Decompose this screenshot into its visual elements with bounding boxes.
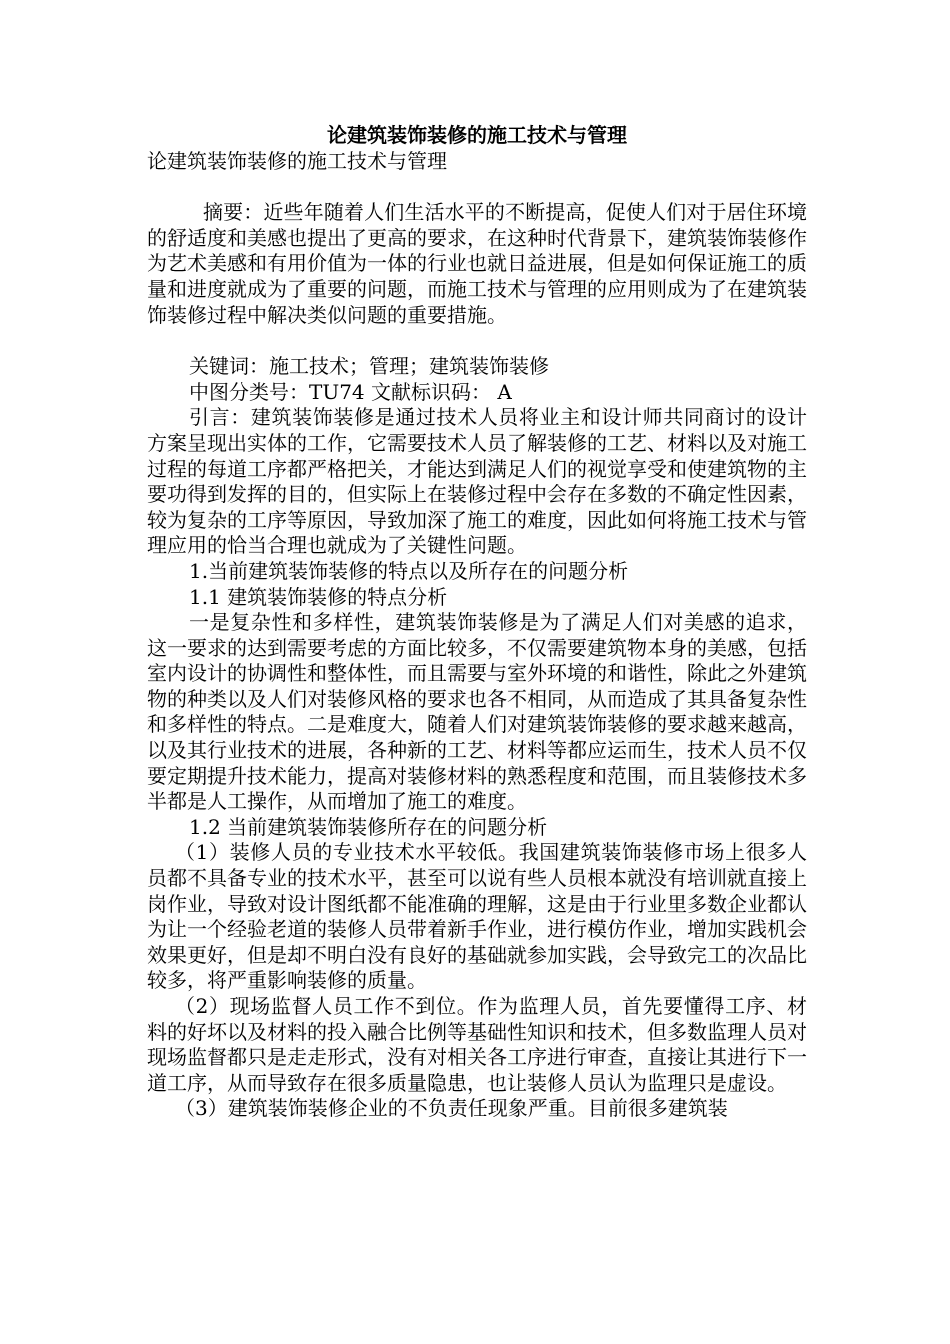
classification-line: 中图分类号：TU74 文献标识码： A	[189, 379, 512, 404]
blank-line	[147, 174, 807, 200]
document-body	[147, 123, 807, 1122]
section-heading-1-1: 1.1 建筑装饰装修的特点分析	[189, 584, 448, 609]
problem-item-3: （3）建筑装饰装修企业的不负责任现象严重。目前很多建筑装	[175, 1096, 728, 1121]
document-title: 论建筑装饰装修的施工技术与管理	[327, 123, 627, 147]
problem-item-1: （1）装修人员的专业技术水平较低。我国建筑装饰装修市场上很多人员都不具备专业的技术水平，甚至可以说有些人员根本就没有培训就直接上岗作业，导致对设计图纸都不能准确的理解，这是由于行业里多数企业都认为让一个经验老道的装修人员带着新手作业，进行模仿作业，增加实践机会效果更好，但是却不明白没有良好的基础就参加实践，会导致完工的次品比较多，将严重影响装修的质量。	[147, 840, 807, 993]
section-heading-1: 1.当前建筑装饰装修的特点以及所存在的问题分析	[189, 558, 629, 583]
intro-paragraph: 引言：建筑装饰装修是通过技术人员将业主和设计师共同商讨的设计方案呈现出实体的工作，它需要技术人员了解装修的工艺、材料以及对施工过程的每道工序都严格把关，才能达到满足人们的视觉享受和使建筑物的主要功得到发挥的目的，但实际上在装修过程中会存在多数的不确定性因素，较为复杂的工序等原因，导致加深了施工的难度，因此如何将施工技术与管理应用的恰当合理也就成为了关键性问题。	[147, 405, 807, 558]
abstract-paragraph: 摘要：近些年随着人们生活水平的不断提高，促使人们对于居住环境的舒适度和美感也提出了更高的要求，在这种时代背景下，建筑装饰装修作为艺术美感和有用价值为一体的行业也就日益进展，但是如何保证施工的质量和进度就成为了重要的问题，而施工技术与管理的应用则成为了在建筑装饰装修过程中解决类似问题的重要措施。	[147, 200, 807, 327]
document-subtitle: 论建筑装饰装修的施工技术与管理	[147, 148, 447, 173]
paragraph-1-1: 一是复杂性和多样性，建筑装饰装修是为了满足人们对美感的追求，这一要求的达到需要考虑的方面比较多，不仅需要建筑物本身的美感，包括室内设计的协调性和整体性，而且需要与室外环境的和谐性，除此之外建筑物的种类以及人们对装修风格的要求也各不相同，从而造成了其具备复杂性和多样性的特点。二是难度大，随着人们对建筑装饰装修的要求越来越高，以及其行业技术的进展，各种新的工艺、材料等都应运而生，技术人员不仅要定期提升技术能力，提高对装修材料的熟悉程度和范围，而且装修技术多半都是人工操作，从而增加了施工的难度。	[147, 610, 807, 814]
keywords-line: 关键词：施工技术；管理；建筑装饰装修	[189, 354, 549, 379]
section-heading-1-2: 1.2 当前建筑装饰装修所存在的问题分析	[189, 814, 548, 839]
blank-line	[147, 328, 807, 354]
problem-item-2: （2）现场监督人员工作不到位。作为监理人员，首先要懂得工序、材料的好坏以及材料的投入融合比例等基础性知识和技术，但多数监理人员对现场监督都只是走走形式，没有对相关各工序进行审查，直接让其进行下一道工序，从而导致存在很多质量隐患，也让装修人员认为监理只是虚设。	[147, 994, 807, 1095]
